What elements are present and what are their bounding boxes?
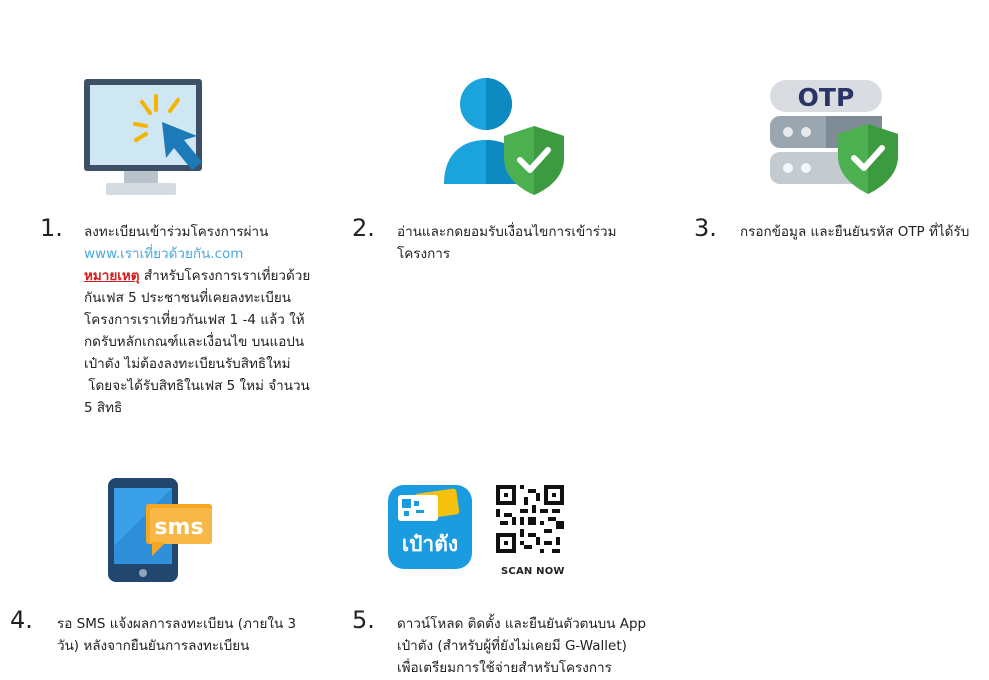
svg-text:เป๋าตัง: เป๋าตัง: [401, 532, 459, 556]
computer-click-icon: [80, 76, 220, 198]
step-4-description: [57, 613, 296, 657]
step-text-line: ดาวน์โหลด ติดตั้ง และยืนยันตัวตนบน App: [397, 616, 647, 632]
step-text-line: โดยจะได้รับสิทธิในเฟส 5 ใหม่ จำนวน: [84, 378, 310, 394]
step-number: 3.: [694, 214, 717, 242]
register-site-link[interactable]: www.เราเที่ยวด้วยกัน.com: [84, 246, 244, 262]
step-text-line: เพื่อเตรียมการใช้จ่ายสำหรับโครงการ: [397, 660, 612, 676]
step-text-line: กดรับหลักเกณฑ์และเงื่อนไข บนแอปน: [84, 334, 305, 350]
step-text-line: กันเฟส 5 ประชาชนที่เคยลงทะเบียน: [84, 290, 291, 306]
user-verified-icon: [440, 76, 568, 196]
qr-code-icon[interactable]: [496, 485, 564, 553]
step-text-line: ลงทะเบียนเข้าร่วมโครงการผ่าน: [84, 224, 269, 240]
step-text-line: กรอกข้อมูล และยืนยันรหัส OTP ที่ได้รับ: [740, 224, 970, 240]
step-text-line: วัน) หลังจากยืนยันการลงทะเบียน: [57, 638, 250, 654]
paotang-app-icon[interactable]: [388, 485, 472, 569]
sms-phone-icon: [106, 476, 216, 584]
step-5-description: [397, 613, 646, 679]
step-text-line: เป๋าตัง (สำหรับผู้ที่ยังไม่เคยมี G-Wallet): [397, 638, 627, 654]
step-number: 5.: [352, 606, 375, 634]
step-number: 1.: [40, 214, 63, 242]
step-3-description: [740, 221, 969, 243]
step-text-line: สำหรับโครงการเราเที่ยวด้วย: [139, 268, 311, 284]
otp-verification-icon: [768, 78, 904, 198]
step-text-line: อ่านและกดยอมรับเงื่อนไขการเข้าร่วม: [397, 224, 617, 240]
note-label: หมายเหตุ: [84, 268, 140, 284]
svg-text:sms: sms: [154, 515, 204, 540]
step-number: 4.: [10, 606, 33, 634]
step-text-line: 5 สิทธิ: [84, 400, 123, 416]
step-2-description: [397, 221, 617, 265]
svg-text:OTP: OTP: [797, 83, 855, 112]
step-text-line: โครงการเราเที่ยวกันเฟส 1 -4 แล้ว ให้: [84, 312, 305, 328]
step-1-description: [84, 221, 310, 419]
step-text-line: เป๋าตัง ไม่ต้องลงทะเบียนรับสิทธิใหม่: [84, 356, 291, 372]
step-text-line: โครงการ: [397, 246, 451, 262]
step-number: 2.: [352, 214, 375, 242]
scan-now-label: SCAN NOW: [501, 566, 565, 577]
step-text-line: รอ SMS แจ้งผลการลงทะเบียน (ภายใน 3: [57, 616, 297, 632]
